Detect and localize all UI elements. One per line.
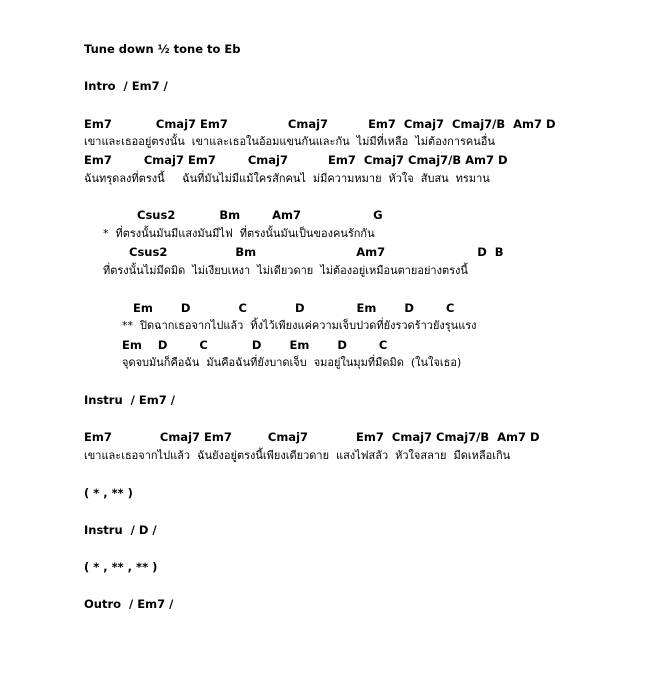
prechorus-lyrics-line-2: ที่ตรงนั้นไม่มีดมิด ไม่เงียบเหงา ไม่เดียวดาย ไม่ต้องอยู่เหมือนตายอย่างตรงนี้ xyxy=(103,264,468,277)
verse2-lyrics-line: เขาและเธอจากไปแล้ว ฉันยังอยู่ตรงนี้เพียงเดียวดาย แสงไฟสลัว หัวใจสลาย มืดเหลือเกิน xyxy=(84,449,511,462)
prechorus-chords-line-1: Csus2 Bm Am7 G xyxy=(137,208,383,222)
outro-line: Outro / Em7 / xyxy=(84,597,174,611)
verse1-chords-line-2: Em7 Cmaj7 Em7 Cmaj7 Em7 Cmaj7 Cmaj7/B Am7 D xyxy=(84,153,508,167)
chorus-lyrics-line-2: จุดจบมันก็คือฉัน มันคือฉันที่ยังบาดเจ็บ จมอยู่ในมุมที่มืดมิด (ในใจเธอ) xyxy=(122,356,462,369)
chorus-chords-line-2: Em D C D Em D C xyxy=(122,338,388,352)
instru-line-2: Instru / D / xyxy=(84,523,157,537)
verse1-chords-line-1: Em7 Cmaj7 Em7 Cmaj7 Em7 Cmaj7 Cmaj7/B Am7 D xyxy=(84,117,556,131)
chorus-lyrics-line-1: ** ปิดฉากเธอจากไปแล้ว ทิ้งไว้เพียงแค่ความเจ็บปวดที่ยังรวดร้าวยังรุนแรง xyxy=(122,319,477,332)
tuning-note: Tune down ½ tone to Eb xyxy=(84,42,241,56)
verse2-chords-line: Em7 Cmaj7 Em7 Cmaj7 Em7 Cmaj7 Cmaj7/B Am7 D xyxy=(84,430,540,444)
chorus-chords-line-1: Em D C D Em D C xyxy=(133,301,455,315)
verse1-lyrics-line-1: เขาและเธออยู่ตรงนั้น เขาและเธอในอ้อมแขนกันและกัน ไม่มีที่เหลือ ไม่ต้องการคนอื่น xyxy=(84,135,495,148)
prechorus-chords-line-2: Csus2 Bm Am7 D B xyxy=(129,245,504,259)
repeat-line-2: ( * , ** , ** ) xyxy=(84,560,158,574)
instru-line-1: Instru / Em7 / xyxy=(84,393,175,407)
intro-line: Intro / Em7 / xyxy=(84,79,168,93)
verse1-lyrics-line-2: ฉันทรุดลงที่ตรงนี้ ฉันที่มันไม่มีแม้ใครสักคนไ ม่มีความหมาย หัวใจ สับสน ทรมาน xyxy=(84,172,490,185)
repeat-line-1: ( * , ** ) xyxy=(84,486,133,500)
prechorus-lyrics-line-1: * ที่ตรงนั้นมันมีแสงมันมีไฟ ที่ตรงนั้นมันเป็นของคนรักกัน xyxy=(103,227,375,240)
